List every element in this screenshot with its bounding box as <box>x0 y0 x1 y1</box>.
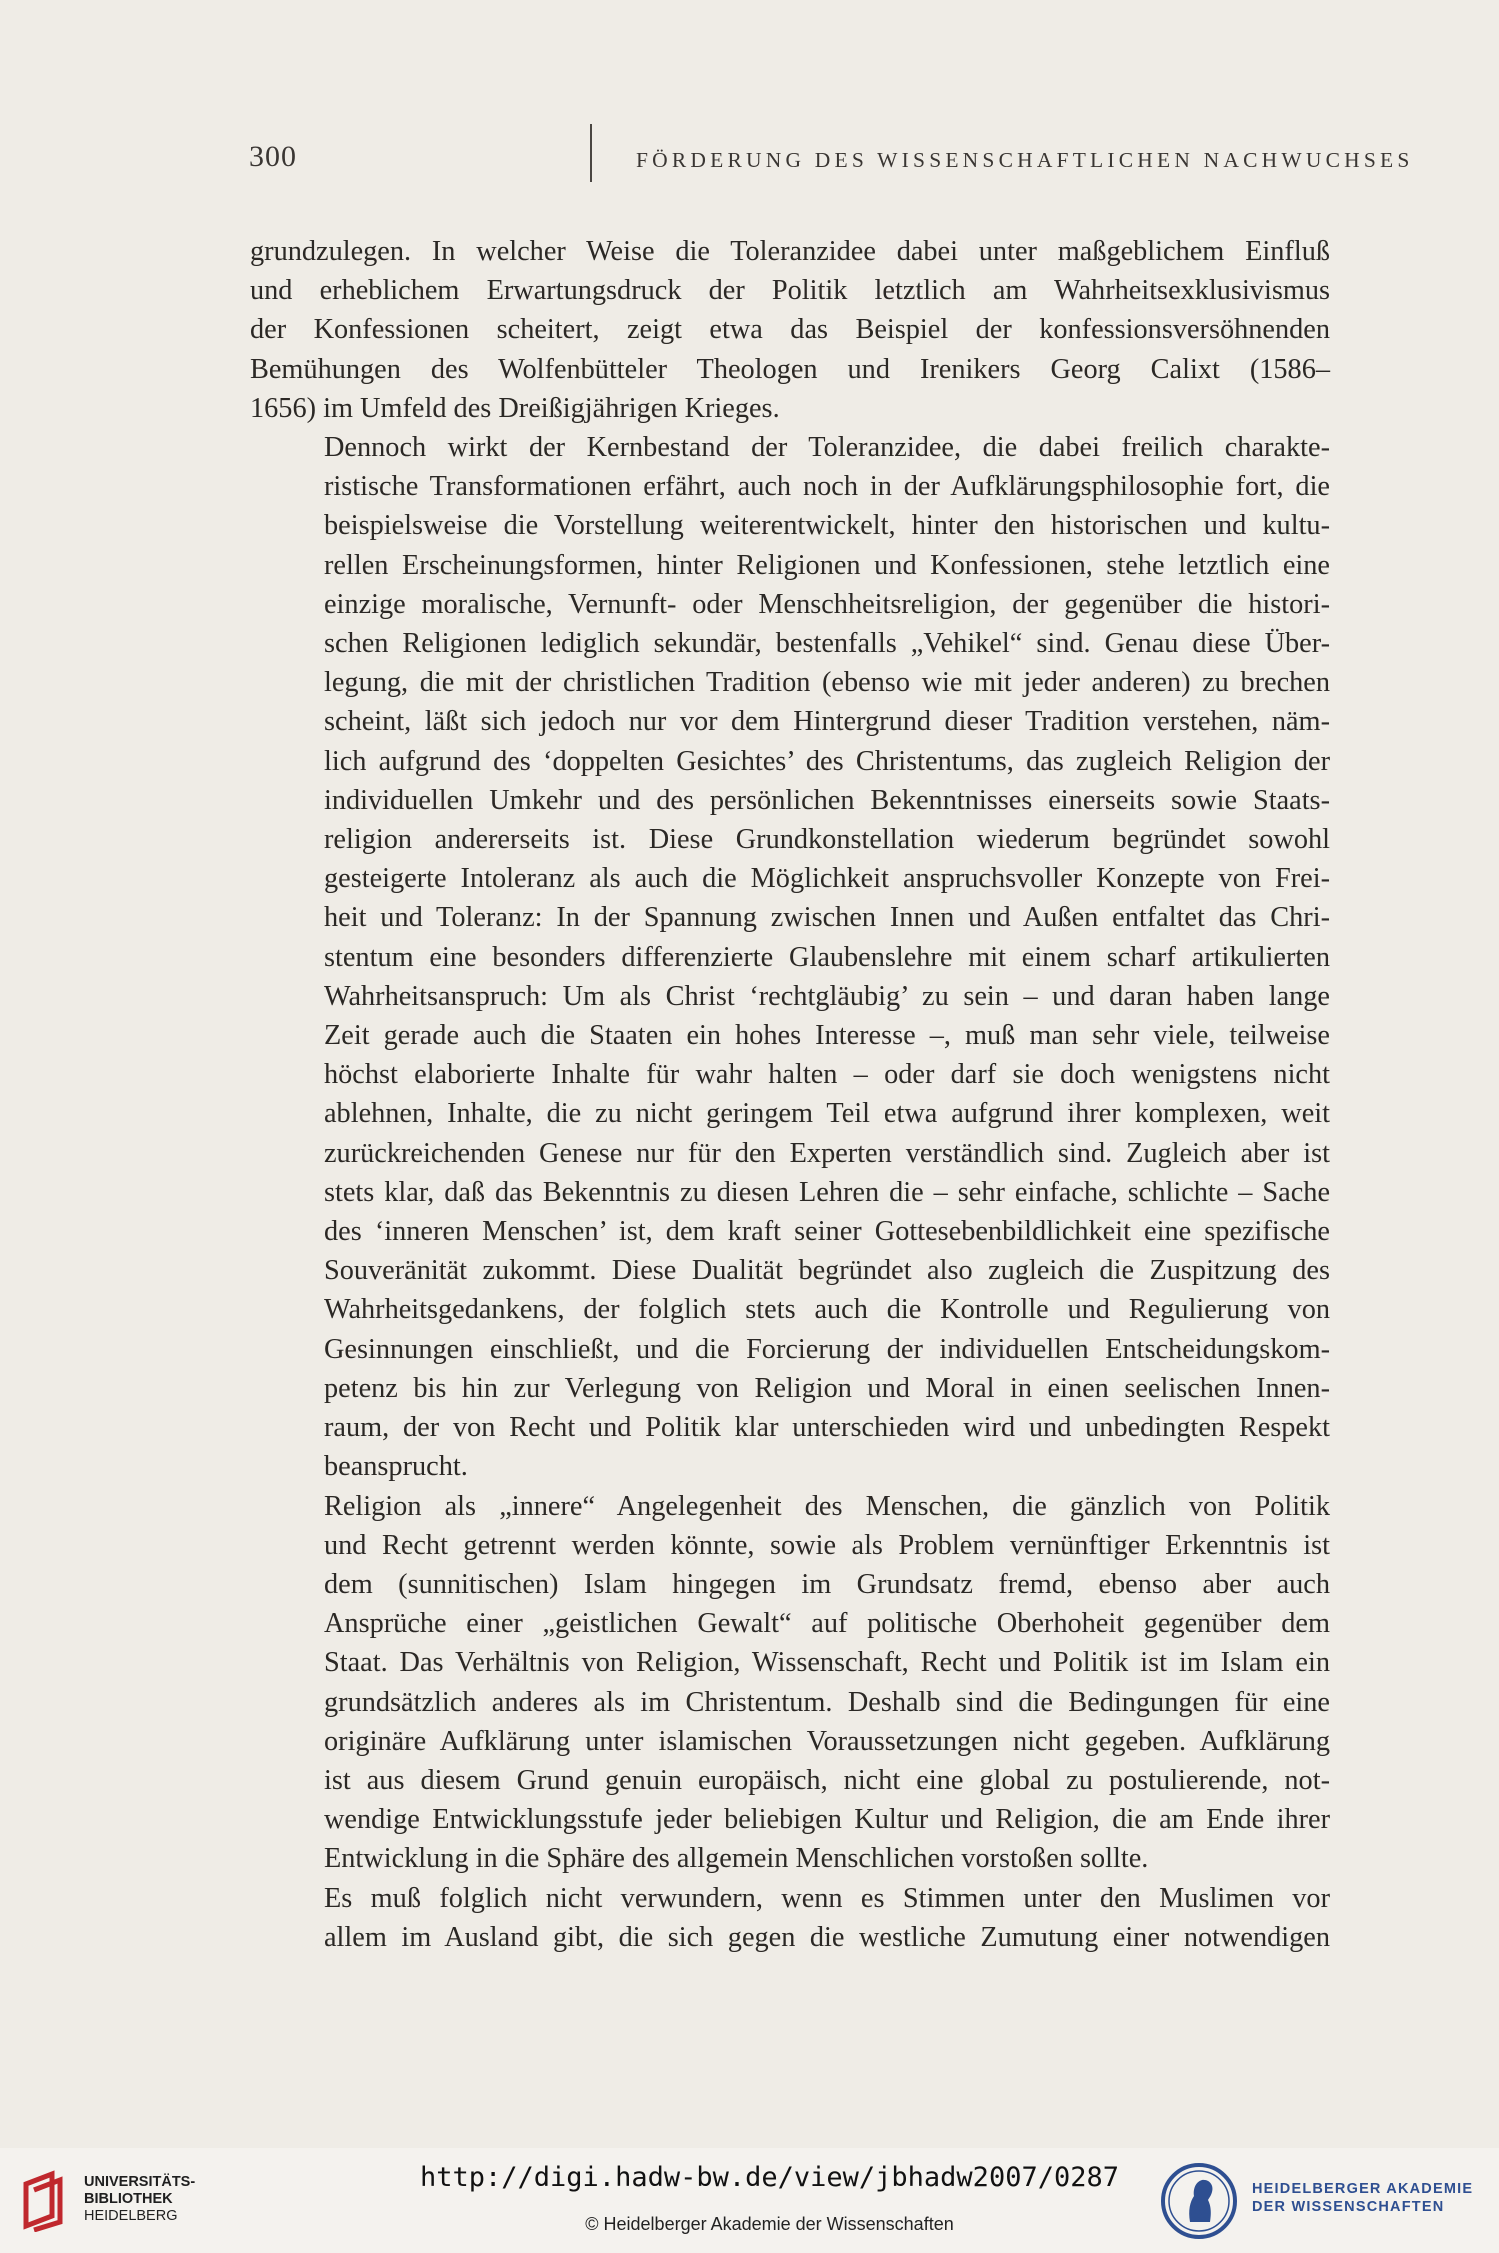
academy-seal-portrait-icon <box>1160 2162 1238 2240</box>
text-line: gesteigerte Intoleranz als auch die Möglichkeit anspruchsvoller Konzepte von Frei- <box>324 863 1330 895</box>
text-line: heit und Toleranz: In der Spannung zwischen Innen und Außen entfaltet das Chri- <box>324 902 1330 934</box>
paragraph <box>250 232 1330 428</box>
university-library-logo-text: UNIVERSITÄTS- BIBLIOTHEK HEIDELBERG <box>84 2174 196 2224</box>
text-line: höchst elaborierte Inhalte für wahr halten – oder darf sie doch wenigstens nicht <box>324 1059 1330 1091</box>
text-line: wendige Entwicklungsstufe jeder beliebigen Kultur und Religion, die am Ende ihrer <box>324 1804 1330 1836</box>
text-line: scheint, läßt sich jedoch nur vor dem Hintergrund dieser Tradition verstehen, näm- <box>324 706 1330 738</box>
text-line: Wahrheitsgedankens, der folglich stets auch die Kontrolle und Regulierung von <box>324 1294 1330 1326</box>
text-line: Dennoch wirkt der Kernbestand der Toleranzidee, die dabei freilich charakte- <box>324 432 1330 464</box>
text-line: stentum eine besonders differenzierte Glaubenslehre mit einem scharf artikulierten <box>324 941 1330 973</box>
text-line: lich aufgrund des ‘doppelten Gesichtes’ des Christentums, das zugleich Religion der <box>324 745 1330 777</box>
text-line: petenz bis hin zur Verlegung von Religion und Moral in einen seelischen Innen- <box>324 1372 1330 1404</box>
text-line: ablehnen, Inhalte, die zu nicht geringem Teil etwa aufgrund ihrer komplexen, weit <box>324 1098 1330 1130</box>
text-line: rellen Erscheinungsformen, hinter Religionen und Konfessionen, stehe letztlich eine <box>324 549 1330 581</box>
copyright-notice: © Heidelberger Akademie der Wissenschaften <box>585 2214 954 2234</box>
text-line: und Recht getrennt werden könnte, sowie als Problem vernünftiger Erkenntnis ist <box>324 1529 1330 1561</box>
text-line: schen Religionen lediglich sekundär, bestenfalls „Vehikel“ sind. Genau diese Über- <box>324 628 1330 660</box>
text-line: dem (sunnitischen) Islam hingegen im Grundsatz fremd, ebenso aber auch <box>324 1568 1330 1600</box>
text-line: des ‘inneren Menschen’ ist, dem kraft seiner Gottesebenbildlichkeit eine spezifische <box>324 1216 1330 1248</box>
text-line: der Konfessionen scheitert, zeigt etwa das Beispiel der konfessionsversöhnenden <box>250 314 1330 346</box>
text-line: beansprucht. <box>324 1451 468 1483</box>
text-line: einzige moralische, Vernunft- oder Menschheitsreligion, der gegenüber die histori- <box>324 588 1330 620</box>
text-line: individuellen Umkehr und des persönlichen Bekenntnisses einerseits sowie Staats- <box>324 784 1330 816</box>
body-text <box>250 232 1330 1957</box>
paragraph <box>250 428 1330 1486</box>
digitization-footer <box>0 2148 1499 2253</box>
text-line: Ansprüche einer „geistlichen Gewalt“ auf politische Oberhoheit gegenüber dem <box>324 1608 1330 1640</box>
text-line: grundsätzlich anderes als im Christentum. Deshalb sind die Bedingungen für eine <box>324 1686 1330 1718</box>
text-line: beispielsweise die Vorstellung weiterentwickelt, hinter den historischen und kultu- <box>324 510 1330 542</box>
header-divider <box>590 124 592 182</box>
text-line: ist aus diesem Grund genuin europäisch, nicht eine global zu postulierende, not- <box>324 1764 1330 1796</box>
academy-logo-text: HEIDELBERGER AKADEMIE DER WISSENSCHAFTEN <box>1252 2181 1474 2215</box>
text-line: Entwicklung in die Sphäre des allgemein Menschlichen vorstoßen sollte. <box>324 1843 1149 1875</box>
text-line: legung, die mit der christlichen Tradition (ebenso wie mit jeder anderen) zu brechen <box>324 667 1330 699</box>
running-head <box>246 140 1414 180</box>
text-line: ristische Transformationen erfährt, auch noch in der Aufklärungsphilosophie fort, die <box>324 471 1330 503</box>
text-line: Es muß folglich nicht verwundern, wenn es Stimmen unter den Muslimen vor <box>324 1882 1330 1914</box>
text-line: grundzulegen. In welcher Weise die Toleranzidee dabei unter maßgeblichem Einfluß <box>250 236 1330 267</box>
text-line: allem im Ausland gibt, die sich gegen die westliche Zumutung einer notwendigen <box>324 1921 1330 1953</box>
paragraph <box>250 1879 1330 1957</box>
text-line: Staat. Das Verhältnis von Religion, Wissenschaft, Recht und Politik ist im Islam ein <box>324 1647 1330 1679</box>
text-line: stets klar, daß das Bekenntnis zu diesen Lehren die – sehr einfache, schlichte – Sache <box>324 1176 1330 1208</box>
text-line: Wahrheitsanspruch: Um als Christ ‘rechtgläubig’ zu sein – und daran haben lange <box>324 980 1330 1012</box>
page-number: 300 <box>249 140 297 173</box>
text-line: raum, der von Recht und Politik klar unterschieden wird und unbedingten Respekt <box>324 1412 1330 1444</box>
text-line: Souveränität zukommt. Diese Dualität begründet also zugleich die Zuspitzung des <box>324 1255 1330 1287</box>
text-line: Gesinnungen einschließt, und die Forcierung der individuellen Entscheidungskom- <box>324 1333 1330 1365</box>
text-line: Zeit gerade auch die Staaten ein hohes Interesse –, muß man sehr viele, teilweise <box>324 1020 1330 1052</box>
text-line: originäre Aufklärung unter islamischen Voraussetzungen nicht gegeben. Aufklärung <box>324 1725 1330 1757</box>
text-line: 1656) im Umfeld des Dreißigjährigen Krieges. <box>250 392 780 424</box>
text-line: zurückreichenden Genese nur für den Experten verständlich sind. Zugleich aber ist <box>324 1137 1330 1169</box>
text-line: religion andererseits ist. Diese Grundkonstellation wiederum begründet sowohl <box>324 824 1330 856</box>
running-title: FÖRDERUNG DES WISSENSCHAFTLICHEN NACHWUCHSES <box>636 148 1414 172</box>
text-line: und erheblichem Erwartungsdruck der Politik letztlich am Wahrheitsexklusivismus <box>250 275 1330 307</box>
paragraph <box>250 1487 1330 1879</box>
text-line: Bemühungen des Wolfenbütteler Theologen und Irenikers Georg Calixt (1586– <box>250 353 1330 385</box>
permalink-url[interactable]: http://digi.hadw-bw.de/view/jbhadw2007/0287 <box>420 2162 1119 2193</box>
text-line: Religion als „innere“ Angelegenheit des Menschen, die gänzlich von Politik <box>324 1490 1330 1522</box>
